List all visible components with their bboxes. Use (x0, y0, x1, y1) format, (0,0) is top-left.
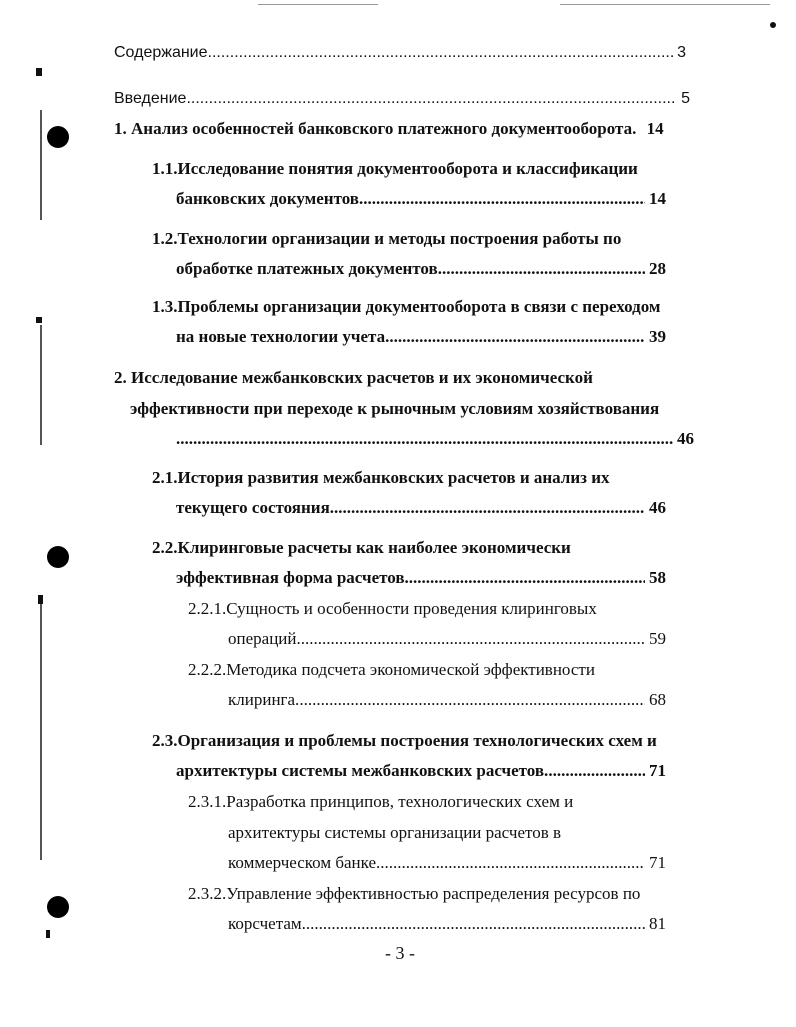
leader-dots (299, 689, 645, 711)
toc-page-number: 39 (649, 327, 666, 346)
leader-dots (380, 852, 645, 874)
toc-entry-2-3-1-line1[interactable]: 2.3.1.Разработка принципов, технологических схем и (188, 792, 574, 811)
leader-dots (442, 258, 645, 280)
toc-entry-2-3[interactable] (176, 760, 666, 782)
toc-entry-title: обработке платежных документов. (176, 259, 442, 278)
punch-hole (47, 896, 69, 918)
leader-dots (330, 497, 645, 519)
toc-page-number: 46 (677, 429, 694, 448)
toc-entry-title: коммерческом банке. (228, 853, 381, 872)
toc-entry-2-1-line1[interactable]: 2.1.История развития межбанковских расчетов и анализ их (152, 468, 610, 487)
toc-page-number: 71 (649, 853, 666, 872)
toc-entry-section-1[interactable] (114, 118, 664, 140)
leader-dots (302, 913, 645, 935)
scan-binding-edge (40, 600, 42, 860)
toc-page-number: 46 (649, 498, 666, 517)
toc-entry-1-3-line1[interactable]: 1.3.Проблемы организации документооборота в связи с переходом (152, 297, 661, 316)
leader-dots (176, 428, 673, 450)
toc-entry-2-3-1-line2[interactable]: архитектуры системы организации расчетов в (228, 823, 561, 842)
toc-entry-2-3-2[interactable] (228, 913, 666, 935)
scan-speck (38, 595, 43, 604)
toc-page-number: 3 (677, 44, 686, 61)
toc-entry-title: на новые технологии учета. (176, 327, 390, 346)
toc-page-number: 28 (649, 259, 666, 278)
leader-dots (389, 326, 645, 348)
scan-speck (36, 317, 42, 323)
toc-entry-title: клиринга. (228, 690, 300, 709)
scan-speck (36, 68, 42, 76)
toc-entry-title: 1. Анализ особенностей банковского платежного документооборота. (114, 119, 637, 138)
toc-entry-2-2-1[interactable] (228, 628, 666, 650)
punch-hole (47, 546, 69, 568)
leader-dots (301, 628, 645, 650)
toc-entry-2-3-2-line1[interactable]: 2.3.2.Управление эффективностью распределения ресурсов по (188, 884, 641, 903)
toc-page-number: 71 (649, 761, 666, 780)
toc-page-number: 68 (649, 690, 666, 709)
leader-dots (363, 188, 645, 210)
scan-speck (46, 930, 50, 938)
toc-page-number: 58 (649, 568, 666, 587)
scan-speck (770, 22, 776, 28)
scan-edge-mark (560, 4, 770, 5)
leader-dots (208, 42, 674, 64)
toc-entry-2-2-1-line1[interactable]: 2.2.1.Сущность и особенности проведения клиринговых (188, 599, 597, 618)
toc-entry-title: Содержание (114, 44, 208, 61)
toc-entry-1-3[interactable] (176, 326, 666, 348)
scan-binding-edge (40, 110, 42, 220)
toc-entry-2-2-2[interactable] (228, 689, 666, 711)
toc-page-number: 59 (649, 629, 666, 648)
toc-entry-1-2-line1[interactable]: 1.2.Технологии организации и методы построения работы по (152, 229, 622, 248)
toc-entry-2-3-1[interactable] (228, 852, 666, 874)
toc-entry-title: Введение (114, 90, 187, 107)
toc-page-number: 5 (681, 90, 690, 107)
toc-entry-introduction[interactable] (114, 88, 690, 110)
punch-hole (47, 126, 69, 148)
toc-entry-2-3-line1[interactable]: 2.3.Организация и проблемы построения технологических схем и (152, 731, 657, 750)
toc-page-number: 81 (649, 914, 666, 933)
toc-entry-2-2[interactable] (176, 567, 666, 589)
toc-entry-title: архитектуры системы межбанковских расчетов. (176, 761, 549, 780)
toc-entry-section-2[interactable] (176, 428, 694, 450)
toc-entry-title: банковских документов. (176, 189, 364, 208)
toc-entry-2-2-line1[interactable]: 2.2.Клиринговые расчеты как наиболее экономически (152, 538, 571, 557)
toc-entry-1-2[interactable] (176, 258, 666, 280)
leader-dots (186, 88, 677, 110)
scan-binding-edge (40, 325, 42, 445)
scan-edge-mark (258, 4, 378, 5)
page-number-footer: - 3 - (385, 943, 415, 963)
toc-entry-2-2-2-line1[interactable]: 2.2.2.Методика подсчета экономической эффективности (188, 660, 595, 679)
toc-page-number: 14 (649, 189, 666, 208)
toc-entry-title: текущего состояния (176, 498, 330, 517)
toc-entry-contents[interactable] (114, 42, 686, 64)
toc-entry-section-2-line1[interactable]: 2. Исследование межбанковских расчетов и их экономической (114, 368, 593, 387)
leader-dots (548, 760, 645, 782)
toc-entry-1-1[interactable] (176, 188, 666, 210)
leader-dots (409, 567, 645, 589)
toc-entry-2-1[interactable] (176, 497, 666, 519)
toc-entry-title: корсчетам (228, 914, 302, 933)
toc-entry-title: операций. (228, 629, 301, 648)
toc-entry-1-1-line1[interactable]: 1.1.Исследование понятия документооборота и классификации (152, 159, 638, 178)
toc-entry-title: эффективная форма расчетов. (176, 568, 409, 587)
toc-entry-section-2-line2[interactable]: эффективности при переходе к рыночным условиям хозяйствования (130, 399, 660, 418)
toc-page-number: 14 (646, 119, 664, 138)
